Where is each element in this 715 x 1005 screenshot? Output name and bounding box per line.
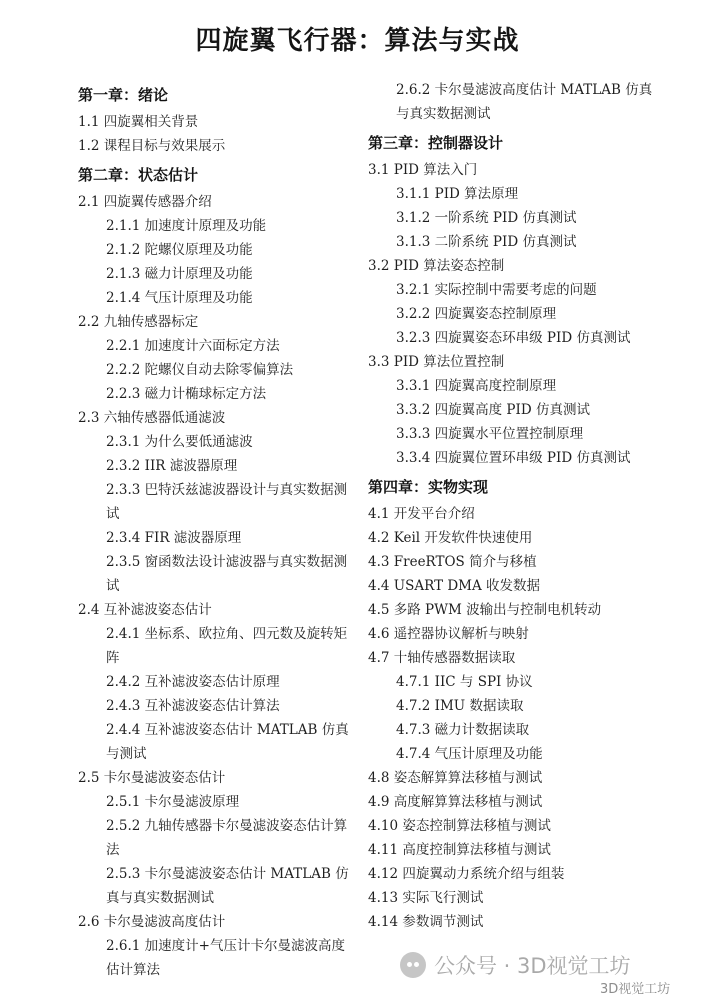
section-entry: 4.11 高度控制算法移植与测试 <box>368 842 551 858</box>
subsection-entry: 2.4.3 互补滤波姿态估计算法 <box>106 698 280 714</box>
subsection-entry: 2.1.4 气压计原理及功能 <box>106 290 253 306</box>
section-entry: 2.2 九轴传感器标定 <box>78 314 199 330</box>
subsection-entry: 2.3.2 IIR 滤波器原理 <box>106 458 238 474</box>
subsection-entry: 2.1.1 加速度计原理及功能 <box>106 218 267 234</box>
section-entry: 2.3 六轴传感器低通滤波 <box>78 410 226 426</box>
section-entry: 2.5 卡尔曼滤波姿态估计 <box>78 770 226 786</box>
subsection-entry: 3.3.2 四旋翼高度 PID 仿真测试 <box>396 402 590 418</box>
watermark-text: 公众号 · 3D视觉工坊 <box>434 954 631 978</box>
section-entry: 4.1 开发平台介绍 <box>368 506 475 522</box>
section-entry: 4.8 姿态解算算法移植与测试 <box>368 770 543 786</box>
wechat-icon <box>400 952 426 978</box>
subsection-entry: 3.3.4 四旋翼位置环串级 PID 仿真测试 <box>396 450 631 466</box>
section-entry: 4.2 Keil 开发软件快速使用 <box>368 530 533 546</box>
subsection-entry: 3.1.2 一阶系统 PID 仿真测试 <box>396 210 577 226</box>
subsection-entry: 4.7.3 磁力计数据读取 <box>396 722 530 738</box>
section-entry: 3.2 PID 算法姿态控制 <box>368 258 505 274</box>
subsection-entry: 3.1.1 PID 算法原理 <box>396 186 519 202</box>
subsection-entry: 3.2.3 四旋翼姿态环串级 PID 仿真测试 <box>396 330 631 346</box>
section-entry: 4.10 姿态控制算法移植与测试 <box>368 818 551 834</box>
section-entry: 4.5 多路 PWM 波输出与控制电机转动 <box>368 602 602 618</box>
watermark-subtext: 3D视觉工坊 <box>600 982 671 997</box>
subsection-entry: 2.1.2 陀螺仪原理及功能 <box>106 242 253 258</box>
section-entry: 3.1 PID 算法入门 <box>368 162 478 178</box>
subsection-entry: 2.2.3 磁力计椭球标定方法 <box>106 386 267 402</box>
chapter-heading: 第一章：绪论 <box>78 86 169 104</box>
subsection-entry: 2.4.2 互补滤波姿态估计原理 <box>106 674 280 690</box>
subsection-entry: 3.2.1 实际控制中需要考虑的问题 <box>396 282 597 298</box>
section-entry: 4.14 参数调节测试 <box>368 914 484 930</box>
section-entry: 1.1 四旋翼相关背景 <box>78 114 199 130</box>
toc-right-column <box>368 78 658 934</box>
chapter-heading: 第四章：实物实现 <box>368 478 489 496</box>
subsection-entry: 4.7.2 IMU 数据读取 <box>396 698 524 714</box>
subsection-entry: 2.6.2 卡尔曼滤波高度估计 MATLAB 仿真与真实数据测试 <box>396 82 653 122</box>
document-title: 四旋翼飞行器：算法与实战 <box>195 26 520 56</box>
subsection-entry: 3.2.2 四旋翼姿态控制原理 <box>396 306 557 322</box>
section-entry: 4.4 USART DMA 收发数据 <box>368 578 541 594</box>
subsection-entry: 2.3.4 FIR 滤波器原理 <box>106 530 242 546</box>
subsection-entry: 2.1.3 磁力计原理及功能 <box>106 266 253 282</box>
chapter-heading: 第二章：状态估计 <box>78 166 199 184</box>
subsection-entry: 3.3.1 四旋翼高度控制原理 <box>396 378 557 394</box>
section-entry: 4.7 十轴传感器数据读取 <box>368 650 516 666</box>
section-entry: 2.6 卡尔曼滤波高度估计 <box>78 914 226 930</box>
chapter-heading: 第三章：控制器设计 <box>368 134 504 152</box>
watermark <box>400 950 631 980</box>
subsection-entry: 2.3.3 巴特沃兹滤波器设计与真实数据测试 <box>106 482 348 522</box>
subsection-entry: 2.6.1 加速度计+气压计卡尔曼滤波高度估计算法 <box>106 938 345 978</box>
subsection-entry: 2.5.1 卡尔曼滤波原理 <box>106 794 240 810</box>
subsection-entry: 2.3.1 为什么要低通滤波 <box>106 434 253 450</box>
section-entry: 4.3 FreeRTOS 简介与移植 <box>368 554 537 570</box>
subsection-entry: 2.4.1 坐标系、欧拉角、四元数及旋转矩阵 <box>106 626 348 666</box>
section-entry: 3.3 PID 算法位置控制 <box>368 354 505 370</box>
subsection-entry: 3.1.3 二阶系统 PID 仿真测试 <box>396 234 577 250</box>
subsection-entry: 4.7.4 气压计原理及功能 <box>396 746 543 762</box>
subsection-entry: 2.3.5 窗函数法设计滤波器与真实数据测试 <box>106 554 348 594</box>
subsection-entry: 2.5.2 九轴传感器卡尔曼滤波姿态估计算法 <box>106 818 348 858</box>
subsection-entry: 2.2.1 加速度计六面标定方法 <box>106 338 280 354</box>
toc-left-column <box>78 78 350 982</box>
section-entry: 4.13 实际飞行测试 <box>368 890 484 906</box>
subsection-entry: 2.5.3 卡尔曼滤波姿态估计 MATLAB 仿真与真实数据测试 <box>106 866 349 906</box>
section-entry: 1.2 课程目标与效果展示 <box>78 138 226 154</box>
subsection-entry: 2.4.4 互补滤波姿态估计 MATLAB 仿真与测试 <box>106 722 349 762</box>
subsection-entry: 4.7.1 IIC 与 SPI 协议 <box>396 674 533 690</box>
subsection-entry: 2.2.2 陀螺仪自动去除零偏算法 <box>106 362 294 378</box>
section-entry: 4.9 高度解算算法移植与测试 <box>368 794 543 810</box>
section-entry: 2.4 互补滤波姿态估计 <box>78 602 212 618</box>
section-entry: 4.6 遥控器协议解析与映射 <box>368 626 529 642</box>
section-entry: 4.12 四旋翼动力系统介绍与组装 <box>368 866 565 882</box>
subsection-entry: 3.3.3 四旋翼水平位置控制原理 <box>396 426 584 442</box>
section-entry: 2.1 四旋翼传感器介绍 <box>78 194 212 210</box>
